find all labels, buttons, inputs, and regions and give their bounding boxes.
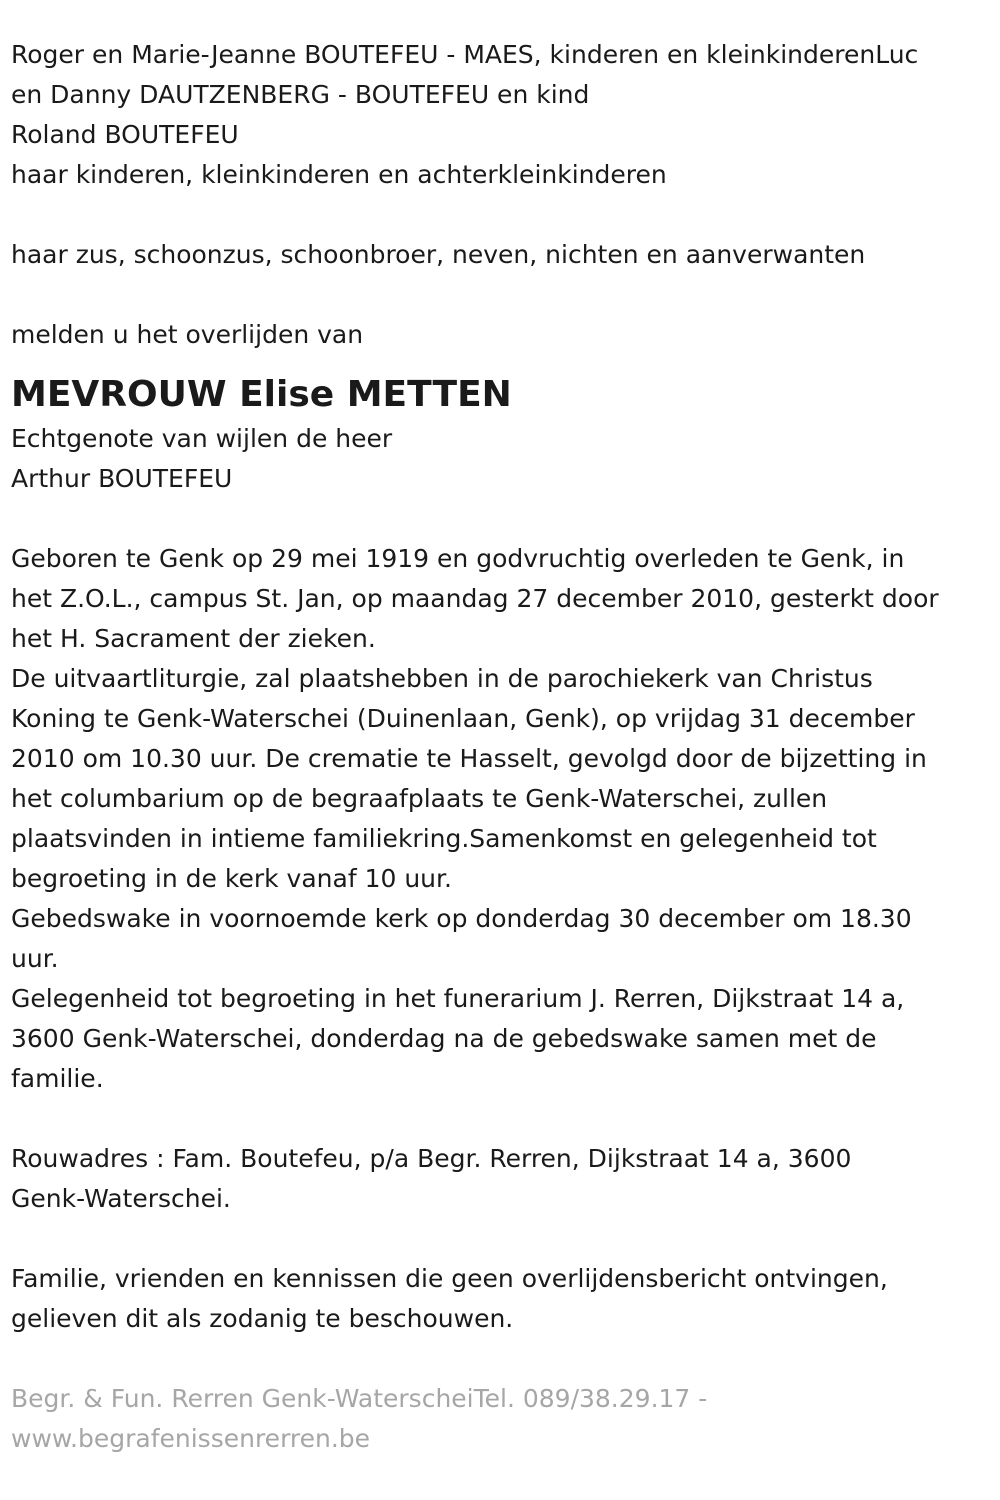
spouse-line: Echtgenote van wijlen de heer	[11, 424, 393, 453]
notice-line: gelieven dit als zodanig te beschouwen.	[11, 1304, 514, 1333]
details-line: familie.	[11, 1064, 104, 1093]
details-line: begroeting in de kerk vanaf 10 uur.	[11, 864, 452, 893]
details-line: het H. Sacrament der zieken.	[11, 624, 376, 653]
relatives-line: haar zus, schoonzus, schoonbroer, neven, nichten en aanverwanten	[11, 240, 866, 269]
obituary-notice	[11, 35, 991, 1459]
notice-section	[11, 1259, 991, 1339]
spacer	[11, 499, 991, 539]
spouse-name: Arthur BOUTEFEU	[11, 464, 233, 493]
deceased-name: MEVROUW Elise METTEN	[11, 374, 512, 415]
details-line: 2010 om 10.30 uur. De crematie te Hasselt, gevolgd door de bijzetting in	[11, 744, 927, 773]
footer-website: www.begrafenissenrerren.be	[11, 1424, 371, 1453]
details-line: het Z.O.L., campus St. Jan, op maandag 27 december 2010, gesterkt door	[11, 584, 939, 613]
details-line: 3600 Genk-Waterschei, donderdag na de gebedswake samen met de	[11, 1024, 877, 1053]
details-line: Koning te Genk-Waterschei (Duinenlaan, Genk), op vrijdag 31 december	[11, 704, 915, 733]
footer-contact: Begr. & Fun. Rerren Genk-WaterscheiTel. 089/38.29.17 -	[11, 1384, 708, 1413]
details-section	[11, 539, 991, 1099]
spacer	[11, 275, 991, 315]
details-line: het columbarium op de begraafplaats te Genk-Waterschei, zullen	[11, 784, 828, 813]
spacer	[11, 1219, 991, 1259]
address-section	[11, 1139, 991, 1219]
details-line: Gebedswake in voornoemde kerk op donderdag 30 december om 18.30	[11, 904, 912, 933]
family-line: en Danny DAUTZENBERG - BOUTEFEU en kind	[11, 80, 590, 109]
address-line: Genk-Waterschei.	[11, 1184, 231, 1213]
spacer	[11, 195, 991, 235]
family-line: Roland BOUTEFEU	[11, 120, 239, 149]
deceased-section	[11, 373, 991, 499]
details-line: Geboren te Genk op 29 mei 1919 en godvruchtig overleden te Genk, in	[11, 544, 905, 573]
spacer	[11, 1339, 991, 1379]
details-line: plaatsvinden in intieme familiekring.Samenkomst en gelegenheid tot	[11, 824, 877, 853]
details-line: uur.	[11, 944, 59, 973]
details-line: Gelegenheid tot begroeting in het funerarium J. Rerren, Dijkstraat 14 a,	[11, 984, 905, 1013]
announce-line: melden u het overlijden van	[11, 320, 364, 349]
family-section	[11, 35, 991, 355]
family-line: haar kinderen, kleinkinderen en achterkleinkinderen	[11, 160, 667, 189]
address-line: Rouwadres : Fam. Boutefeu, p/a Begr. Rerren, Dijkstraat 14 a, 3600	[11, 1144, 852, 1173]
spacer	[11, 1099, 991, 1139]
details-line: De uitvaartliturgie, zal plaatshebben in de parochiekerk van Christus	[11, 664, 873, 693]
family-line: Roger en Marie-Jeanne BOUTEFEU - MAES, kinderen en kleinkinderenLuc	[11, 40, 919, 69]
footer	[11, 1379, 991, 1459]
notice-line: Familie, vrienden en kennissen die geen overlijdensbericht ontvingen,	[11, 1264, 888, 1293]
